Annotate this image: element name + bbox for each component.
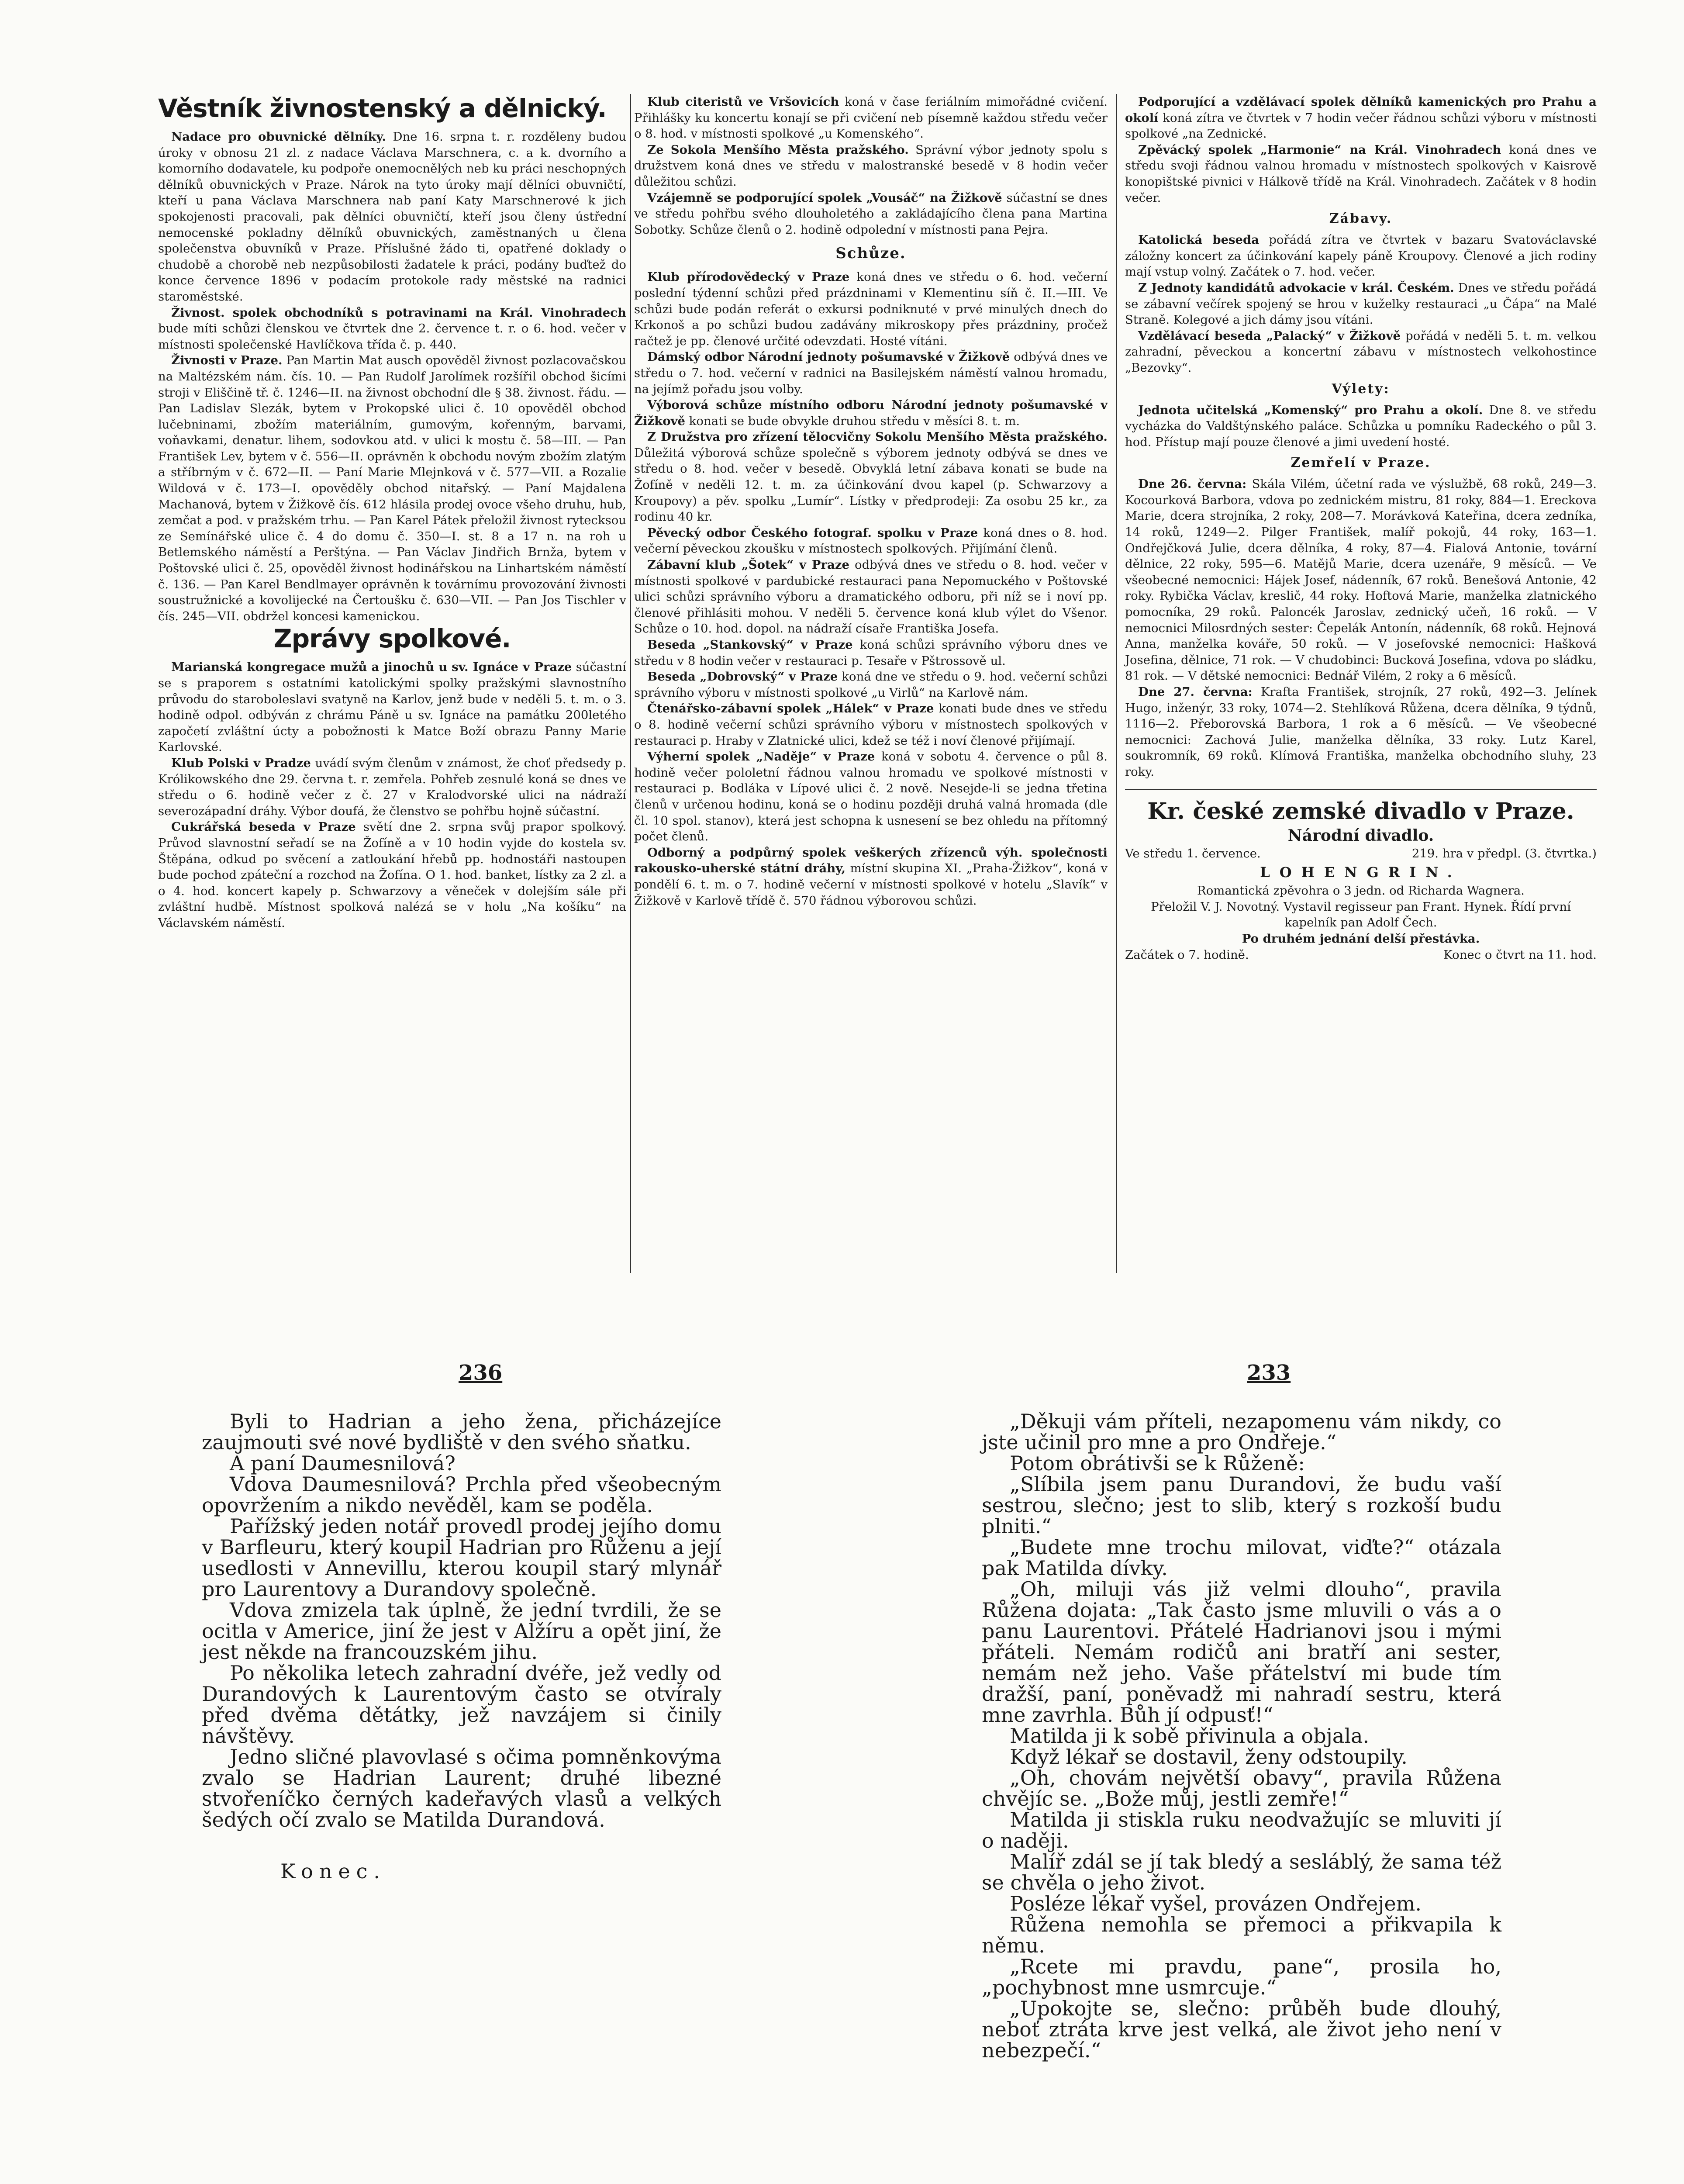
news-item-heading: Vzdělávací beseda „Palacký“ v Žižkově <box>1138 328 1401 343</box>
news-item <box>634 637 1108 669</box>
news-item-heading: Beseda „Stankovský“ v Praze <box>647 638 853 652</box>
theatre-times-row <box>1125 947 1597 963</box>
book-paragraph: „Upokojte se, slečno: průběh bude dlouhý, neboť ztráta krve jest velká, ale život jeho není v nebezpečí.“ <box>982 1997 1501 2062</box>
book-paragraph: Posléze lékař vyšel, provázen Ondřejem. <box>1010 1892 1422 1915</box>
news-item-heading: Zábavní klub „Šotek“ v Praze <box>647 558 849 572</box>
news-item <box>634 845 1108 909</box>
news-item-heading: Klub přírodovědecký v Praze <box>647 270 850 284</box>
column-rule-2 <box>1116 94 1117 1273</box>
book-paragraph: Potom obrátivši se k Růženě: <box>1010 1451 1305 1475</box>
news-item <box>634 142 1108 190</box>
news-item <box>1125 328 1597 376</box>
book-paragraph: „Budete mne trochu milovat, viďte?“ otázala pak Matilda dívky. <box>982 1535 1501 1580</box>
section-heading: Zemřelí v Praze. <box>1291 455 1431 471</box>
news-item-heading: Nadace pro obuvnické dělníky. <box>171 130 386 144</box>
book-paragraph: Po několika letech zahradní dvéře, jež vedly od Durandových k Laurentovým často se otvíraly před dvěma dětátky, jež navzájem si činily návštěvy. <box>202 1661 721 1748</box>
book-paragraph: „Děkuji vám příteli, nezapomenu vám nikdy, co jste učinil pro mne a pro Ondřeje.“ <box>982 1410 1501 1454</box>
newspaper-column-3 <box>1125 94 1597 780</box>
left-book-page <box>202 1411 721 1882</box>
news-item-text: Krafta František, strojník, 27 roků, 492—3. Jelínek Hugo, inženýr, 33 roky, 1074—2. Stehlíková Růžena, dcera dělníka, 9 týdnů, 1116—2. Přeborovská Barbora, 1 rok a 6 měsíců. — Ve všeobecné nemocnici: Zachová Julie, manželka dělníka, 33 roky. Lutz Karel, soukromník, 69 roků. Klímová Františka, manželka obchodního sluhy, 23 roky. <box>1125 685 1597 779</box>
news-item-text: pořádá zítra ve čtvrtek v bazaru Svatováclavské záložny koncert za účinkování kapely páně Kroupovy. Členové a jich rodiny mají vstup volný. Začátek o 7. hod. večer. <box>1125 233 1597 279</box>
news-item-heading: Klub citeristů ve Vršovicích <box>647 95 839 109</box>
news-item-text: konati se bude obvykle druhou středu v měsíci 8. t. m. <box>689 414 1020 428</box>
news-item-text: Skála Vilém, účetní rada ve výslužbě, 68 roků, 249—3. Kocourková Barbora, vdova po zednickém mistru, 81 roky, 884—1. Ereckova Marie, dcera strojníka, 2 roky, 208—7. Morávková Kateřina, dcera zedníka, 14 roků, 1249—2. Pilger František, malíř pokojů, 44 roky, 163—1. Ondřejčková Julie, dcera dělníka, 4 roky, 87—4. Fialová Antonie, tovární dělnice, 22 roky, 595—6. Matějů Marie, dcera uzenáře, 9 měsíců. — Ve všeobecné nemocnici: Hájek Josef, nádenník, 67 roků. Benešová Antonie, 42 roky. Rybička Václav, kreslič, 44 roky. Hoftová Marie, manželka zlatnického pomocníka, 29 roků. Paloncék Jaroslav, zednický učeň, 16 roků. — V nemocnici Milosrdných sester: Čepelák Antonín, nádenník, 68 roků. Hejnová Anna, manželka kováře, 50 roků. — V josefovské nemocnici: Hašková Josefina, dělnice, 71 rok. — V chudobinci: Bucková Josefina, vdova po sládku, 81 rok. — V dětské nemocnici: Bednář Vilém, 2 roky a 6 měsíců. <box>1125 477 1597 683</box>
book-paragraph: Vdova Daumesnilová? Prchla před všeobecným opovržením a nikdo nevěděl, kam se poděla. <box>202 1472 721 1517</box>
section-heading: Výlety: <box>1332 381 1390 397</box>
news-item-text: Důležitá výborová schůze společně s výborem jednoty odbývá se dnes ve středu o 8. hod. večer v besedě. Obvyklá letní zábava konati se bude na Žofíně v neděli 12. t. m. za účinkování dvou kapel (p. Schwarzovy a Kroupovy) a pěv. spolku „Lumír“. Lístky v předprodeji: Za osobu 25 kr., za rodinu 40 kr. <box>634 446 1108 524</box>
news-item <box>158 755 626 819</box>
news-item-heading: Z Jednoty kandidátů advokacie v král. Českém. <box>1138 280 1454 295</box>
news-item-text: Dnes ve středu pořádá se zábavní večírek spojený se hrou v kuželky restauraci „u Čápa“ na Malé Straně. Kolegové a jich dámy jsou vítáni. <box>1125 280 1597 327</box>
book-paragraph: Matilda ji k sobě přivinula a objala. <box>1010 1724 1370 1748</box>
theatre-end: Konec o čtvrt na 11. hod. <box>1443 947 1597 962</box>
news-item-heading: Marianská kongregace mužů a jinochů u sv. Ignáce v Praze <box>171 660 572 674</box>
book-paragraph: Byli to Hadrian a jeho žena, přicházejíce zaujmouti své nové bydliště v den svého sňatku. <box>202 1410 721 1454</box>
news-item <box>1125 402 1597 450</box>
section-heading: Zprávy spolkové. <box>273 624 511 654</box>
news-item-heading: Výherní spolek „Naděje“ v Praze <box>647 750 875 764</box>
news-item-heading: Pěvecký odbor Českého fotograf. spolku v Praze <box>647 525 978 540</box>
news-item-text: koná v sobotu 4. července o půl 8. hodině večer pololetní řádnou valnou hromadu ve spolkové místnosti v restauraci p. Bodláka v Lípové ulici č. 2 nově. Nesejde-li se jedna třetina členů v určenou hodinu, koná se o hodinu později druhá valná hromada (dle čl. 10 spol. stanov), která jest schopna k usnesení se bez ohledu na přítomný počet členů. <box>634 750 1108 844</box>
news-item <box>158 659 626 755</box>
theatre-opera: LOHENGRIN. <box>1260 864 1462 881</box>
theatre-title: Kr. české zemské divadlo v Praze. <box>1147 798 1574 825</box>
news-item <box>634 349 1108 397</box>
news-item <box>1125 684 1597 780</box>
news-item-text: Dne 8. ve středu vycházka do Valdštýnského paláce. Schůzka u pomníku Radeckého o půl 3. hod. Přístup mají pouze členové a jimi uvedení hosté. <box>1125 403 1597 449</box>
news-item-heading: Klub Polski v Pradze <box>171 756 311 770</box>
theatre-start: Začátek o 7. hodině. <box>1125 947 1249 962</box>
news-item-heading: Odborný a podpůrný spolek veškerých zřízenců výh. společnosti rakousko-uherské státní dráhy, <box>634 845 1108 876</box>
end-word: Konec. <box>280 1859 386 1883</box>
theatre-genre: Romantická zpěvohra o 3 jedn. od Richarda Wagnera. <box>1197 884 1525 898</box>
news-item-heading: Dne 27. června: <box>1138 685 1253 699</box>
book-paragraph: „Oh, chovám největší obavy“, pravila Růžena chvějíc se. „Bože můj, jestli zemře!“ <box>982 1766 1501 1811</box>
left-page-number: 236 <box>459 1361 503 1385</box>
news-item-text: koná schůzi správního výboru dnes ve středu v 8 hodin večer v restauraci p. Tesaře v Pštrossově ul. <box>634 638 1108 668</box>
theatre-date-row <box>1125 846 1597 862</box>
book-paragraph: Vdova zmizela tak úplně, že jední tvrdili, že se ocitla v Americe, jiní že jest v Alžíru a opět jiní, že jest někde na francouzském jihu. <box>202 1598 721 1664</box>
news-item <box>1125 280 1597 328</box>
theatre-rule <box>1125 789 1597 790</box>
news-item-heading: Cukrářská beseda v Praze <box>171 820 356 834</box>
news-item <box>634 269 1108 349</box>
news-item-text: koná zítra ve čtvrtek v 7 hodin večer řádnou schůzi výboru v místnosti spolkové „na Zednické. <box>1125 111 1597 141</box>
book-paragraph: „Slíbila jsem panu Durandovi, že budu vaší sestrou, slečno; jest to slib, který s rozkoší budu plniti.“ <box>982 1472 1501 1538</box>
news-item <box>634 525 1108 557</box>
news-item <box>1125 476 1597 684</box>
news-item-heading: Zpěvácký spolek „Harmonie“ na Král. Vinohradech <box>1138 142 1501 157</box>
theatre-pause: Po druhém jednání delší přestávka. <box>1242 931 1480 946</box>
news-item <box>634 94 1108 142</box>
book-paragraph: „Oh, miluji vás již velmi dlouho“, pravila Růžena dojata: „Tak často jsme mluvili o vás a o panu Laurentovi. Přátelé Hadrianovi jsou i mými přáteli. Nemám rodičů ani bratří ani sester, nemám než jeho. Vaše přátelství mi bude tím dražší, paní, poněvadž mi nahradí sestru, která mne zavrhla. Bůh jí odpusť!“ <box>982 1577 1501 1727</box>
news-item <box>634 557 1108 637</box>
book-paragraph: A paní Daumesnilová? <box>230 1451 456 1475</box>
theatre-subtitle: Národní divadlo. <box>1287 826 1434 845</box>
news-item <box>634 749 1108 845</box>
book-paragraph: Růžena nemohla se přemoci a přikvapila k němu. <box>982 1913 1501 1957</box>
news-item <box>1125 232 1597 280</box>
news-item-heading: Z Družstva pro zřízení tělocvičny Sokolu Menšího Města pražského. <box>647 430 1108 444</box>
news-item <box>634 669 1108 701</box>
book-paragraph: Matilda ji stiskla ruku neodvažujíc se mluviti jí o naději. <box>982 1808 1501 1852</box>
news-item <box>1125 94 1597 142</box>
news-item-text: pořádá v neděli 5. t. m. velkou zahradní, pěveckou a koncertní zábavu v místnostech velkohostince „Bezovky“. <box>1125 328 1597 375</box>
news-item-heading: Katolická beseda <box>1138 233 1260 247</box>
news-item-text: místní skupina XI. „Praha-Žižkov“, koná v pondělí 6. t. m. o 7. hodině večerní v místnosti spolkové v hotelu „Slavík“ v Žižkově v Karlově třídě č. 570 řádnou výborovou schůzi. <box>634 861 1108 908</box>
news-item-text: uvádí svým členům v známost, že choť předsedy p. Królikowského dne 29. června t. r. zemřela. Pohřeb zesnulé koná se dnes ve středu o 6. hodině večer z č. 27 v Kralodvorské ulici na nádraží severozápadní dráhy. Výbor doufá, že členstvo se pohřbu hojně súčastní. <box>158 756 627 818</box>
right-book-page <box>982 1411 1501 2061</box>
section-heading: Schůze. <box>835 245 906 263</box>
news-item-text: koná v čase feriálním mimořádné cvičení. Přihlášky ku koncertu konají se při cvičení neb písemně každou středu večer o 8. hod. v místnosti spolkové „u Komenského“. <box>634 95 1108 141</box>
news-item <box>158 305 626 353</box>
column-rule-1 <box>630 94 631 1273</box>
news-item <box>158 352 626 624</box>
section-heading: Zábavy. <box>1329 211 1393 227</box>
news-item-text: koná dnes o 8. hod. večerní pěveckou zkoušku v místnostech spolkových. Přijímání členů. <box>634 525 1108 556</box>
news-item <box>634 429 1108 525</box>
right-page-number: 233 <box>1247 1361 1291 1385</box>
news-item-text: koná dnes ve středu o 6. hod. večerní poslední týdenní schůzi před prázdninami v Klementinu síň č. II.—III. Ve schůzi bude podán referát o exkursi podniknuté v prvé minulých dnech do Krkonoš a po schůzi budou zadávány mikroskopy přes prázdniny, pročež račtež je pp. členové určité odevzdati. Hosté vítáni. <box>634 270 1108 348</box>
news-item <box>634 397 1108 429</box>
news-item-heading: Ze Sokola Menšího Města pražského. <box>647 142 909 157</box>
news-item-heading: Vzájemně se podporující spolek „Vousáč“ na Žižkově <box>647 190 1002 205</box>
newspaper-column-2 <box>634 94 1108 909</box>
book-paragraph: Malíř zdál se jí tak bledý a sesláblý, že sama též se chvěla o jeho život. <box>982 1850 1501 1894</box>
news-item <box>158 819 626 931</box>
news-item-heading: Jednota učitelská „Komenský“ pro Prahu a okolí. <box>1138 403 1483 417</box>
news-item-text: koná dne ve středu o 9. hod. večerní schůzi správního výboru v místnosti spolkové „u Virlů“ na Karlově nám. <box>634 670 1108 700</box>
news-item-text: súčastní se s praporem s ostatními katolickými spolky pražskými slavnostního průvodu do staroboleslavi svatyně na Karlov, jenž bude v neděli 5. t. m. o 3. hodině odpol. odbýván z chrámu Páně u sv. Ignáce na památku 200letého započetí zvláštní úcty a pobožnosti k Matce Boží obrazu Panny Marie Karlovské. <box>158 660 626 754</box>
theatre-performance: 219. hra v předpl. (3. čtvrtka.) <box>1411 847 1597 860</box>
news-item <box>158 129 626 305</box>
news-item <box>1125 142 1597 206</box>
news-item-heading: Čtenářsko-zábavní spolek „Hálek“ v Praze <box>647 702 934 716</box>
news-item <box>634 190 1108 238</box>
news-item-text: bude míti schůzi členskou ve čtvrtek dne 2. července t. r. o 6. hod. večer v místnosti společenské Havlíčkova třída č. p. 440. <box>158 321 626 352</box>
news-item-text: koná dnes ve středu svoji řádnou valnou hromadu v místnostech spolkových v Kaisrově konopištské pivnici v Hálkově třídě na Král. Vinohradech. Začátek v 8 hodin večer. <box>1125 142 1597 205</box>
theatre-notice <box>1125 798 1597 963</box>
news-item-heading: Podporující a vzdělávací spolek dělníků kamenických pro Prahu a okolí <box>1125 95 1597 125</box>
book-paragraph: Jedno sličné plavovlasé s očima pomněnkovýma zvalo se Hadrian Laurent; druhé libezné stvořeníčko černých kadeřavých vlasů a velkých šedých očí zvalo se Matilda Durandová. <box>202 1745 721 1832</box>
news-item-text: Pan Martin Mat ausch opověděl živnost pozlacovačskou na Maltézském nám. čís. 10. — Pan Rudolf Jarolímek rozšířil obchod šicími stroji v Eliščině tř. č. 1246—II. na živnost obchodní dle § 38. živnost. řádu. — Pan Ladislav Slezák, bytem v Prokopské ulici č. 10 opověděl obchod lučebninami, zbožím materiálním, gumovým, kořenným, barvami, voňavkami, denatur. lihem, sodovkou atd. v ulici k mostu č. 58—III. — Pan František Lev, bytem v č. 556—II. oprávněn k obchodu novým zbožím zlatým a stříbrným v č. 672—II. — Paní Marie Mlejnková v č. 577—VII. a Rozalie Wildová v č. 173—I. opověděly obchod nitařský. — Paní Majdalena Machanová, bytem v Žižkově čís. 612 hlásila prodej ovoce všeho druhu, hub, zemčat a pod. v pražském trhu. — Pan Karel Pátek přeložil živnost rytecksou ze Semínářské ulice č. 4 do domu č. 350—I. st. 8 a 17 n. na roh u Betlemského náměstí a Perštýna. — Pan Václav Jindřich Brnža, bytem v Poštovské ulici č. 25, opověděl živnost hodinářskou na Linhartském náměstí č. 136. — Pan Karel Bendlmayer oprávněn k továrnímu provozování živnosti soustružnické a kovolijecké na Čertoušku č. 630—VII. — Pan Jos Tischler v čís. 245—VII. obdržel koncesi kamenickou. <box>158 353 626 623</box>
news-item-heading: Beseda „Dobrovský“ v Praze <box>647 670 838 684</box>
theatre-credits: Přeložil V. J. Novotný. Vystavil regisseur pan Frant. Hynek. Řídí první kapelník pan Adolf Čech. <box>1151 899 1571 930</box>
book-paragraph: Pařížský jeden notář provedl prodej jejího domu v Barfleuru, který koupil Hadrian pro Růženu a její usedlosti v Annevillu, kterou koupil starý mlynář pro Laurentovy a Durandovy společně. <box>202 1514 721 1601</box>
book-paragraph: „Rcete mi pravdu, pane“, prosila ho, „pochybnost mne usmrcuje.“ <box>982 1955 1501 1999</box>
news-item-text: Správní výbor jednoty spolu s družstvem koná dnes ve středu v malostranské besedě v 8 hodin večer důležitou schůzi. <box>634 142 1108 189</box>
news-item-text: Dne 16. srpna t. r. rozděleny budou úroky v obnosu 21 zl. z nadace Václava Marschnera, c. a k. dvorního a komorního dodavatele, ku podpoře onemocnělých neb ku práci neschopných dělníků obuvnických v Praze. Nárok na tyto úroky mají dělníci obuvničtí, kteří u pana Václava Marschnera nab paní Katy Marschnerové k jich spokojenosti pracovali, pak dělníci obuvničtí, kteří jsou členy ústřední nemocenské pokladny dělníků obuvnických, zaměstnaných u člena společenstva obuvníků v Praze. Příslušné žádo ti, opatřené doklady o chudobě a chorobě neb nezpůsobilosti žadatele k práci, podány buďtež do konce července 1896 v podacím protokole rady městské na radnici staroměstské. <box>158 130 626 304</box>
news-item-text: súčastní se dnes ve středu pohřbu svého dlouholetého a zakládajícího člena pana Martina Sobotky. Schůze členů o 2. hodině odpolední v místnosti pana Pejra. <box>634 190 1108 237</box>
news-item-heading: Živnosti v Praze. <box>171 353 283 368</box>
news-item-heading: Výborová schůze místního odboru Národní jednoty pošumavské v Žižkově <box>634 398 1108 428</box>
news-item-text: světí dne 2. srpna svůj prapor spolkový. Průvod slavnostní seřadí se na Žofíně a v 10 hodin vyjde do kostela sv. Štěpána, odkud po svěcení a zatloukání hřebů pp. hodnostáři nastoupen bude pochod zpáteční a rozchod na Žofína. O 1. hod. banket, lístky za 2 zl. a o 4. hod. koncert kapely p. Schwarzovy a věneček v dolejším sále při zvláštní hudbě. Místnost spolková nalézá se v holu „Na košíku“ na Václavském náměstí. <box>158 820 626 930</box>
news-item-text: konati bude dnes ve středu o 8. hodině večerní schůzi správního výboru v místnostech spolkových v restauraci p. Hraby v Zlatnické ulici, kdež se též i noví členové přijímají. <box>634 702 1108 748</box>
news-item-text: odbývá dnes ve středu o 8. hod. večer v místnosti spolkové v pardubické restauraci pana Nepomuckého v Poštovské ulici schůzi správního výboru a dramatického odboru, při níž se i noví pp. členové přihlásiti mohou. V neděli 5. července koná klub výlet do Všenor. Schůze o 10. hod. dopol. na nádraží císaře Františka Josefa. <box>634 558 1108 636</box>
section-heading: Věstník živnostenský a dělnický. <box>158 93 607 123</box>
news-item-heading: Dne 26. června: <box>1138 477 1247 491</box>
newspaper-column-1 <box>158 94 626 931</box>
news-item-text: odbývá dnes ve středu o 7. hod. večerní v radnici na Basilejském náměstí valnou hromadu, na jejímž pořadu jsou volby. <box>634 350 1108 396</box>
news-item-heading: Živnost. spolek obchodníků s potravinami na Král. Vinohradech <box>171 305 626 320</box>
news-item-heading: Dámský odbor Národní jednoty pošumavské v Žižkově <box>647 350 1010 364</box>
theatre-date: Ve středu 1. července. <box>1125 847 1261 860</box>
book-paragraph: Když lékař se dostavil, ženy odstoupily. <box>1010 1745 1408 1769</box>
news-item <box>634 701 1108 749</box>
